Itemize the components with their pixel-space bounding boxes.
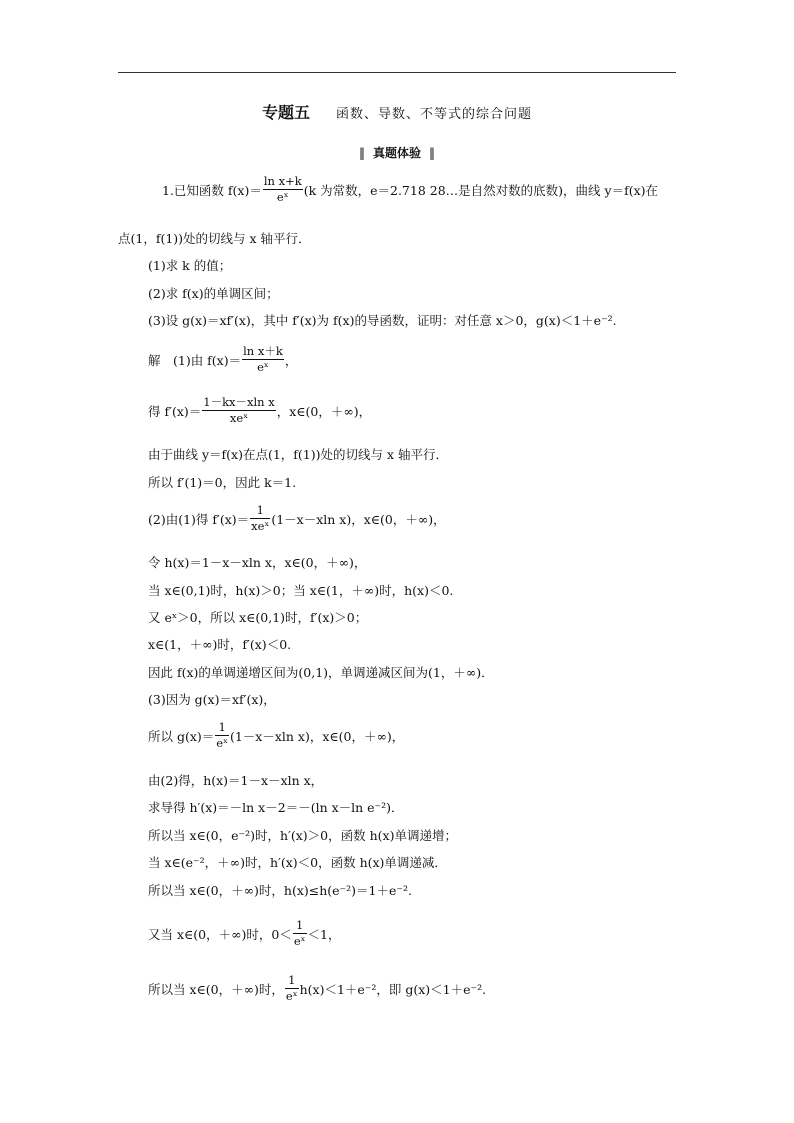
solution-line-9: x∈(1，＋∞)时，f′(x)＜0. (148, 637, 292, 652)
solution-line-8: 又 eˣ＞0，所以 x∈(0,1)时，f′(x)＞0； (148, 610, 368, 625)
problem-intro: 1.已知函数 f(x)＝ (162, 183, 262, 198)
fraction: $\frac{1}{\text{eˣ}}$ (285, 973, 298, 1003)
page-title (0, 100, 794, 123)
solution-line-5: (2)由(1)得 f′(x)＝ $\frac{1}{\text{xeˣ}}$ (1－x－xln x)，x∈(0，＋∞)， (148, 503, 446, 533)
fraction: $\frac{\text{1－kx－xln x}}{\text{xeˣ}}$ (203, 395, 275, 425)
solution-line-16: 当 x∈(e⁻²，＋∞)时，h′(x)＜0，函数 h(x)单调递减． (148, 855, 447, 870)
solution-line-2: 得 f′(x)＝ $\frac{\text{1－kx－xln x}}{\text{xeˣ}}$ ，x∈(0，＋∞)， (148, 395, 372, 425)
fraction: $\frac{1}{\text{xeˣ}}$ (251, 503, 270, 533)
solution-line-3: 由于曲线 y＝f(x)在点(1，f(1))处的切线与 x 轴平行． (148, 447, 449, 462)
section-bar-left: ‖ (358, 146, 365, 160)
solution-line-15: 所以当 x∈(0，e⁻²)时，h′(x)＞0，函数 h(x)单调递增； (148, 828, 457, 843)
problem-line-1 (162, 176, 658, 207)
solution-line-14: 求导得 h′(x)＝－ln x－2＝－(ln x－ln e⁻²)． (148, 800, 404, 815)
solution-line-13: 由(2)得，h(x)＝1－x－xln x， (148, 773, 324, 788)
question-2: (2)求 f(x)的单调区间； (148, 286, 279, 301)
solution-line-17: 所以当 x∈(0，＋∞)时，h(x)≤h(e⁻²)＝1＋e⁻². (148, 883, 412, 898)
solution-line-1: 解 (1)由 f(x)＝ $\frac{\text{ln x＋k}}{\text{eˣ}}$ ， (148, 344, 298, 374)
fraction: $\frac{\text{ln x＋k}}{\text{eˣ}}$ (243, 344, 283, 374)
title-sub: 函数、导数、不等式的综合问题 (336, 107, 533, 122)
section-bar-right: ‖ (429, 146, 435, 160)
problem-fraction: $\frac{\text{ln x+k}}{\text{eˣ}}$ (263, 174, 302, 204)
solution-line-12: 所以 g(x)＝ $\frac{1}{\text{eˣ}}$ (1－x－xln x)，x∈(0，＋∞)， (148, 720, 405, 750)
fraction: $\frac{1}{\text{eˣ}}$ (293, 918, 306, 948)
solution-line-7: 当 x∈(0,1)时，h(x)＞0；当 x∈(1，＋∞)时，h(x)＜0. (148, 583, 454, 598)
solution-line-10: 因此 f(x)的单调递增区间为(0,1)，单调递减区间为(1，＋∞)． (148, 665, 494, 680)
top-rule (118, 72, 676, 73)
solution-line-6: 令 h(x)＝1－x－xln x，x∈(0，＋∞)， (148, 555, 367, 570)
solution-line-19: 所以当 x∈(0，＋∞)时， $\frac{1}{\text{eˣ}}$ h(x)＜1＋e⁻²，即 g(x)＜1＋e⁻². (148, 973, 487, 1003)
fraction: $\frac{1}{\text{eˣ}}$ (216, 720, 228, 750)
problem-desc: (k 为常数，e＝2.718 28…是自然对数的底数)，曲线 y＝f(x)在 (303, 183, 659, 198)
section-label: 真题体验 (372, 146, 421, 160)
solution-line-11: (3)因为 g(x)＝xf′(x)， (148, 692, 276, 707)
solution-line-4: 所以 f′(1)＝0，因此 k＝1. (148, 475, 297, 490)
solution-line-18: 又当 x∈(0，＋∞)时，0＜ $\frac{1}{\text{eˣ}}$ ＜1， (148, 918, 341, 948)
title-main: 专题五 (261, 103, 310, 122)
section-heading (0, 144, 794, 161)
question-1: (1)求 k 的值； (148, 258, 232, 273)
problem-line-2: 点(1，f(1))处的切线与 x 轴平行． (118, 231, 311, 246)
question-3: (3)设 g(x)＝xf′(x)，其中 f′(x)为 f(x)的导函数，证明：对任意 x＞0，g(x)＜1＋e⁻². (148, 313, 617, 328)
